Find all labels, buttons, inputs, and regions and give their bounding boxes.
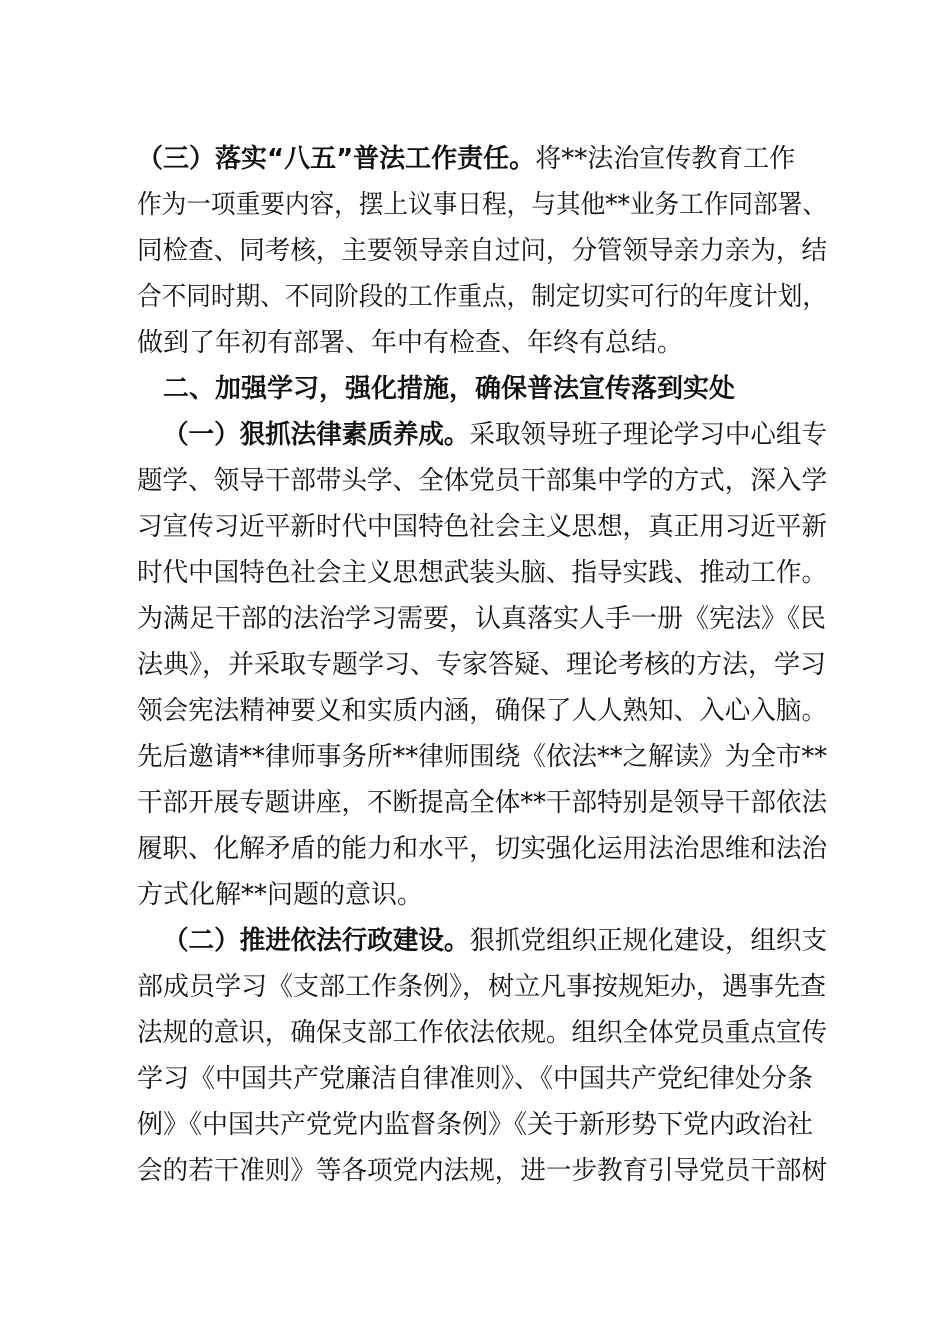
paragraph-2-text: 狠抓党组织正规化建设，组织支	[469, 926, 827, 956]
body-text-line: 方式化解**问题的意识。	[137, 880, 424, 910]
body-text-line: 法规的意识，确保支部工作依法依规。组织全体党员重点宣传	[137, 1018, 828, 1048]
body-text-line: 先后邀请**律师事务所**律师围绕《依法**之解读》为全市**	[137, 742, 828, 772]
body-text-line: 习宣传习近平新时代中国特色社会主义思想，真正用习近平新	[137, 512, 828, 542]
body-text-line: 领会宪法精神要义和实质内涵，确保了人人熟知、入心入脑。	[137, 696, 828, 726]
paragraph-1-line-1	[163, 412, 827, 458]
body-text-line: 做到了年初有部署、年中有检查、年终有总结。	[137, 328, 684, 358]
paragraph-2-line-1	[163, 918, 827, 964]
body-text-line: 为满足干部的法治学习需要，认真落实人手一册《宪法》《民	[137, 604, 827, 634]
body-text-line: 法典》，并采取专题学习、专家答疑、理论考核的方法，学习	[137, 650, 827, 680]
body-text-line: 会的若干准则》等各项党内法规，进一步教育引导党员干部树	[137, 1156, 828, 1186]
paragraph-3-lead: （三）落实“八五”普法工作责任。	[137, 144, 536, 174]
paragraph-3-line-1	[137, 136, 795, 182]
body-text-line: 干部开展专题讲座，不断提高全体**干部特别是领导干部依法	[137, 788, 828, 818]
body-text-line: 同检查、同考核，主要领导亲自过问，分管领导亲力亲为，结	[137, 236, 828, 266]
body-text-line: 履职、化解矛盾的能力和水平，切实强化运用法治思维和法治	[137, 834, 828, 864]
body-text-line: 作为一项重要内容，摆上议事日程，与其他**业务工作同部署、	[137, 190, 828, 220]
body-text-line: 部成员学习《支部工作条例》，树立凡事按规矩办，遇事先查	[137, 972, 827, 1002]
paragraph-1-lead: （一）狠抓法律素质养成。	[163, 420, 470, 450]
paragraph-3-text: 将**法治宣传教育工作	[535, 144, 796, 174]
body-text-line: 时代中国特色社会主义思想武装头脑、指导实践、推动工作。	[137, 558, 828, 588]
body-text-line: 学习《中国共产党廉洁自律准则》、《中国共产党纪律处分条	[137, 1064, 814, 1094]
body-text-line: 例》《中国共产党党内监督条例》《关于新形势下党内政治社	[137, 1110, 814, 1140]
paragraph-2-lead: （二）推进依法行政建设。	[163, 926, 470, 956]
section-heading: 二、加强学习，强化措施，确保普法宣传落到实处	[163, 374, 736, 404]
body-text-line: 合不同时期、不同阶段的工作重点，制定切实可行的年度计划，	[137, 282, 828, 312]
body-text-line: 题学、领导干部带头学、全体党员干部集中学的方式，深入学	[137, 466, 828, 496]
paragraph-1-text: 采取领导班子理论学习中心组专	[469, 420, 827, 450]
